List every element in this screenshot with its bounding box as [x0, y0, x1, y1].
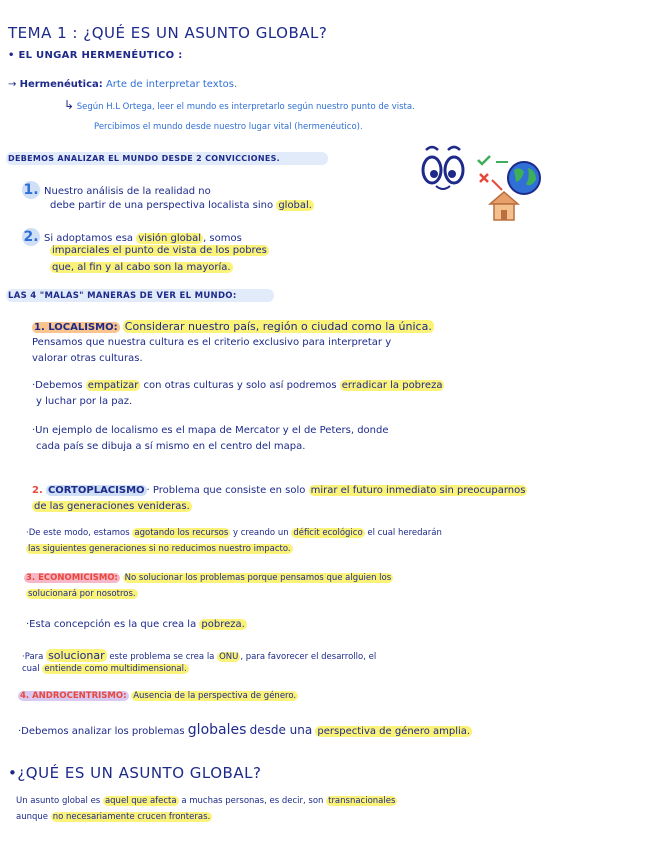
page-title: TEMA 1 : ¿QUÉ ES UN ASUNTO GLOBAL?: [8, 24, 328, 42]
economicism-label: 3. ECONOMICISMO:: [26, 573, 118, 583]
conviction-1-text-a: Nuestro análisis de la realidad no: [44, 186, 211, 197]
highlight-majority: que, al fin y al cabo son la mayoría.: [52, 262, 231, 273]
highlight-affects: aquel que afecta: [104, 796, 177, 806]
resources-text-c: el cual heredarán: [367, 528, 442, 538]
conviction-2-text-a: Si adoptamos esa: [44, 233, 134, 244]
highlight-empathize: empatizar: [87, 380, 139, 391]
onu-text-c: , para favorecer el desarrollo, el: [240, 652, 377, 662]
gender-text-a: ·Debemos analizar los problemas: [18, 726, 185, 737]
onu-text-d: cual: [22, 664, 40, 674]
resources-line-2: [26, 545, 293, 554]
global-issue-line-2: [16, 813, 212, 822]
onu-line-1: [22, 650, 376, 662]
conviction-2-text-a2: , somos: [203, 233, 242, 244]
economicism-line-2: [26, 590, 138, 599]
economicism-line-1: [24, 574, 393, 583]
highlight-eradicate-poverty: erradicar la pobreza: [341, 380, 443, 391]
global-issue-text-c: aunque: [16, 812, 48, 822]
number-badge-1: 1.: [23, 182, 39, 198]
highlight-solve: solucionar: [48, 649, 105, 662]
highlight-poor-view: imparciales el punto de vista de los pobres: [52, 245, 267, 256]
vital-place-line: Percibimos el mundo desde nuestro lugar vital (hermenéutico).: [94, 122, 363, 132]
turn-arrow-icon: ↳: [64, 98, 75, 112]
highlight-borders: no necesariamente crucen fronteras.: [52, 812, 211, 822]
highlight-onu: ONU: [219, 652, 239, 662]
highlight-ecological-deficit: déficit ecológico: [293, 528, 363, 538]
conviction-1-line-2: [50, 201, 314, 211]
global-issue-line-1: [16, 797, 397, 806]
highlight-poverty: pobreza.: [201, 619, 245, 630]
term-hermeneutica: Hermenéutica:: [19, 79, 103, 90]
mercator-line-1: ·Un ejemplo de localismo es el mapa de Mercator y el de Peters, donde: [32, 425, 389, 436]
onu-line-2: [22, 665, 189, 674]
shorttermism-number: 2.: [32, 485, 43, 496]
shorttermism-text-a: · Problema que consiste en solo: [146, 485, 306, 496]
section-heading-bad-ways: LAS 4 "MALAS" MANERAS DE VER EL MUNDO:: [8, 291, 237, 301]
localism-definition: Considerar nuestro país, región o ciudad como la única.: [124, 320, 432, 333]
conviction-1-line-1: [22, 181, 211, 199]
poverty-line: [26, 620, 247, 630]
onu-text-a: ·Para: [22, 652, 44, 662]
gender-perspective-line: [18, 723, 472, 737]
empathy-text-a: ·Debemos: [32, 380, 83, 391]
definition-text: Arte de interpretar textos.: [105, 79, 238, 90]
highlight-economicism-definition: No solucionar los problemas porque pensamos que alguien los: [124, 573, 392, 583]
shorttermism-label: CORTOPLACISMO: [47, 485, 145, 496]
globe-icon: [508, 162, 540, 194]
check-mark-icon: [478, 156, 508, 164]
arrow-right-icon: →: [8, 79, 17, 90]
face-icon: [423, 147, 463, 189]
localism-line-2: Pensamos que nuestra cultura es el criterio exclusivo para interpretar y: [32, 337, 392, 348]
highlight-next-generations: las siguientes generaciones si no reducimos nuestro impacto.: [28, 544, 291, 554]
androcentrism-label: 4. ANDROCENTRISMO:: [20, 691, 127, 701]
highlight-multidimensional: entiende como multidimensional.: [44, 664, 187, 674]
ortega-line: [64, 99, 415, 112]
cross-mark-icon: [480, 174, 502, 190]
resources-line-1: [26, 529, 442, 538]
highlight-immediate-future: mirar el futuro inmediato sin preocuparnos: [310, 485, 526, 496]
highlight-global: global.: [278, 200, 312, 211]
localism-line-3: valorar otras culturas.: [32, 353, 143, 364]
global-issue-text-b: a muchas personas, es decir, son: [181, 796, 324, 806]
section-heading-global-issue: •¿QUÉ ES UN ASUNTO GLOBAL?: [8, 764, 262, 782]
highlight-solve-for-us: solucionará por nosotros.: [28, 589, 136, 599]
highlight-gender-perspective: perspectiva de género amplia.: [317, 726, 471, 737]
shorttermism-line-2: [32, 502, 192, 512]
globales-word: globales: [187, 722, 247, 738]
highlight-transnational: transnacionales: [328, 796, 396, 806]
conviction-2-line-1: [22, 228, 242, 246]
localism-line-1: [32, 321, 434, 333]
number-badge-2: 2.: [23, 229, 39, 245]
localism-label: 1. LOCALISMO:: [34, 322, 118, 333]
empathy-text-b: con otras culturas y solo así podremos: [143, 380, 337, 391]
poverty-text: ·Esta concepción es la que crea la: [26, 619, 197, 630]
highlight-vision-global: visión global: [138, 233, 202, 244]
highlight-resources: agotando los recursos: [134, 528, 229, 538]
empathy-line-2: y luchar por la paz.: [36, 396, 133, 407]
global-issue-text-a: Un asunto global es: [16, 796, 101, 806]
onu-text-b: este problema se crea la: [109, 652, 215, 662]
resources-text-a: ·De este modo, estamos: [26, 528, 130, 538]
mercator-line-2: cada país se dibuja a sí mismo en el centro del mapa.: [36, 441, 306, 452]
definition-line: [8, 80, 237, 90]
conviction-2-line-2: [50, 246, 269, 256]
empathy-line-1: [32, 381, 444, 391]
resources-text-b: y creando un: [232, 528, 289, 538]
section-heading-hermeneutic: • EL UNGAR HERMENÉUTICO :: [8, 50, 183, 61]
doodle-illustration: [412, 140, 552, 222]
androcentrism-line: [18, 692, 298, 701]
highlight-generations: de las generaciones venideras.: [34, 501, 190, 512]
section-heading-convictions: DEBEMOS ANALIZAR EL MUNDO DESDE 2 CONVICCIONES.: [8, 154, 281, 163]
conviction-1-text-b: debe partir de una perspectiva localista sino: [50, 200, 274, 211]
house-icon: [490, 192, 518, 220]
shorttermism-line-1: [32, 486, 527, 496]
ortega-text: Según H.L Ortega, leer el mundo es interpretarlo según nuestro punto de vista.: [76, 102, 415, 112]
conviction-2-line-3: [50, 263, 233, 273]
highlight-gender-absence: Ausencia de la perspectiva de género.: [133, 691, 297, 701]
gender-text-b: desde una: [249, 723, 313, 737]
